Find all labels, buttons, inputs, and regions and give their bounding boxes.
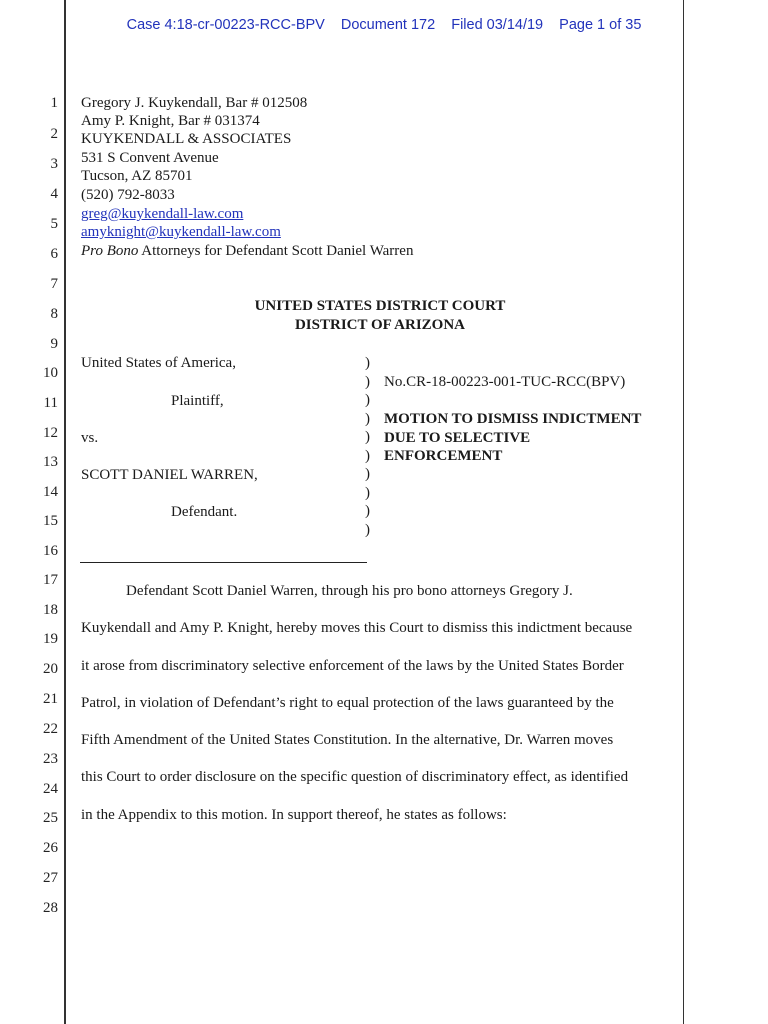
line-number: 6 xyxy=(50,246,58,262)
pro-bono-italic: Pro Bono xyxy=(81,243,139,259)
line-number: 15 xyxy=(43,513,58,529)
line-number: 10 xyxy=(43,365,58,381)
email-link-amy[interactable]: amyknight@kuykendall-law.com xyxy=(81,224,281,240)
line-number: 5 xyxy=(50,216,58,232)
attorney-line-2: Amy P. Knight, Bar # 031374 xyxy=(81,113,260,129)
attorney-line-1: Gregory J. Kuykendall, Bar # 012508 xyxy=(81,95,308,111)
line-number: 13 xyxy=(43,454,58,470)
body-line-3: it arose from discriminatory selective enforcement of the laws by the United States Border xyxy=(81,657,624,674)
body-line-2: Kuykendall and Amy P. Knight, hereby moves this Court to dismiss this indictment because xyxy=(81,620,633,637)
case-number-caption: No.CR-18-00223-001-TUC-RCC(BPV) xyxy=(384,374,626,390)
line-number: 22 xyxy=(43,721,58,737)
plaintiff-name: United States of America, xyxy=(81,355,236,371)
defendant-name: SCOTT DANIEL WARREN, xyxy=(81,467,258,483)
body-line-4: Patrol, in violation of Defendant’s right to equal protection of the laws guaranteed by the xyxy=(81,694,614,711)
motion-title-line-2: DUE TO SELECTIVE xyxy=(384,430,531,446)
motion-body xyxy=(81,573,684,834)
motion-title-line-3: ENFORCEMENT xyxy=(384,448,503,464)
line-number: 16 xyxy=(43,543,58,559)
attorney-role-text: Attorneys for Defendant Scott Daniel Warren xyxy=(138,243,414,259)
motion-title-line-1: MOTION TO DISMISS INDICTMENT xyxy=(384,411,642,427)
body-line-7: in the Appendix to this motion. In support thereof, he states as follows: xyxy=(81,806,507,823)
case-number: Case 4:18-cr-00223-RCC-BPV xyxy=(126,17,325,33)
line-number: 17 xyxy=(43,572,58,588)
document-header xyxy=(0,17,768,33)
document-number: Document 172 xyxy=(340,17,436,33)
line-number: 2 xyxy=(50,126,58,142)
line-number: 12 xyxy=(43,425,58,441)
court-name: UNITED STATES DISTRICT COURT xyxy=(254,298,506,314)
line-number: 9 xyxy=(50,336,58,352)
body-line-5: Fifth Amendment of the United States Constitution. In the alternative, Dr. Warren moves xyxy=(81,732,614,749)
caption-parentheses: ) ) ) ) ) ) ) ) ) ) xyxy=(365,355,370,538)
body-line-1: Defendant Scott Daniel Warren, through his pro bono attorneys Gregory J. xyxy=(126,583,573,599)
line-number: 25 xyxy=(43,810,58,826)
left-margin-rule xyxy=(64,0,66,1024)
line-number: 11 xyxy=(43,395,58,411)
line-number: 7 xyxy=(50,276,58,292)
line-number: 21 xyxy=(43,691,58,707)
line-number: 4 xyxy=(50,186,58,202)
caption-rule xyxy=(80,562,367,563)
line-number: 18 xyxy=(43,602,58,618)
line-number: 19 xyxy=(43,631,58,647)
right-margin-rule xyxy=(683,0,684,1024)
firm-street: 531 S Convent Avenue xyxy=(81,150,219,166)
plaintiff-label: Plaintiff, xyxy=(171,393,224,409)
line-number: 1 xyxy=(50,95,58,111)
defendant-label: Defendant. xyxy=(171,504,238,520)
versus: vs. xyxy=(81,430,99,446)
line-number: 3 xyxy=(50,156,58,172)
line-number: 20 xyxy=(43,661,58,677)
filed-date: Filed 03/14/19 xyxy=(451,17,544,33)
line-number: 24 xyxy=(43,781,58,797)
line-number: 26 xyxy=(43,840,58,856)
email-link-greg[interactable]: greg@kuykendall-law.com xyxy=(81,206,244,222)
firm-city: Tucson, AZ 85701 xyxy=(81,168,193,184)
attorney-role xyxy=(81,242,413,260)
line-number: 28 xyxy=(43,900,58,916)
line-number: 14 xyxy=(43,484,58,500)
page-indicator: Page 1 of 35 xyxy=(559,17,642,33)
body-line-6: this Court to order disclosure on the specific question of discriminatory effect, as identified xyxy=(81,769,629,786)
firm-name: KUYKENDALL & ASSOCIATES xyxy=(81,131,292,147)
court-district: DISTRICT OF ARIZONA xyxy=(294,317,466,333)
line-number: 23 xyxy=(43,751,58,767)
firm-phone: (520) 792-8033 xyxy=(81,187,175,203)
line-number: 8 xyxy=(50,306,58,322)
line-number: 27 xyxy=(43,870,58,886)
